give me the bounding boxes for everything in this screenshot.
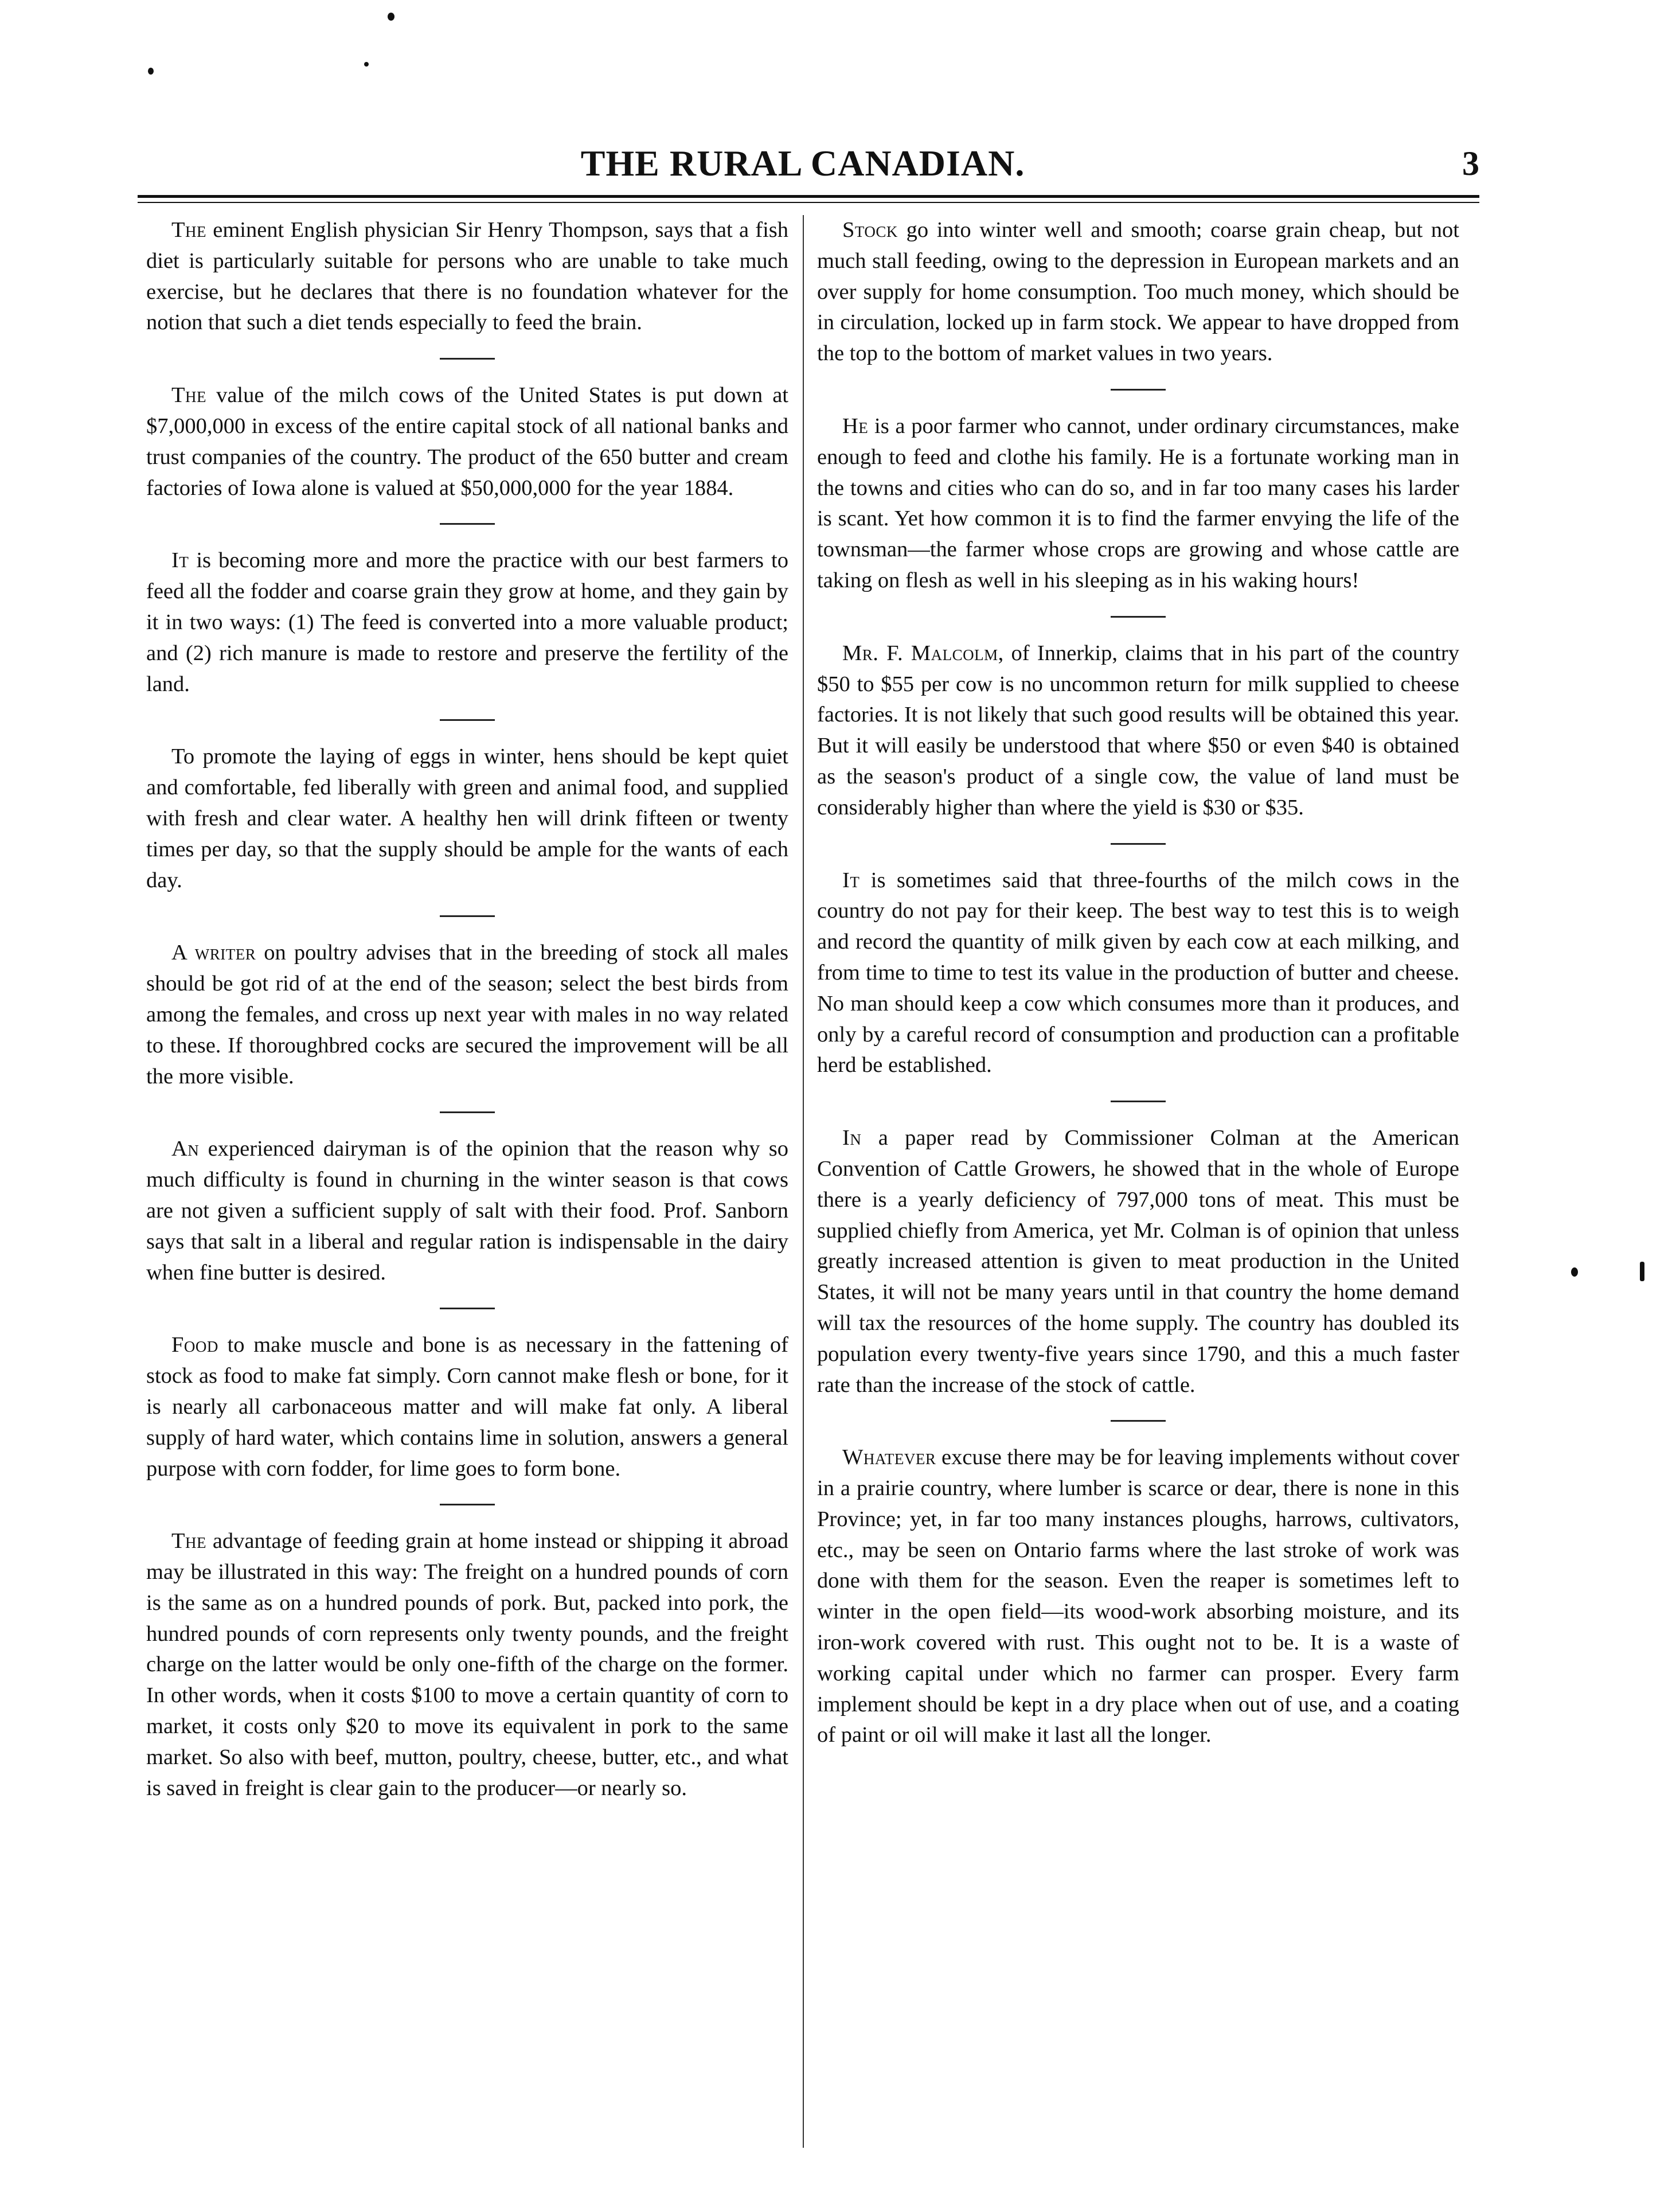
paragraph-text: advantage of feeding grain at home instead or shipping it abroad may be illustrated in this way: The freight on a hundred pounds of corn is the same as on a hundred pounds of pork. But, packed into pork, the hundred pounds of corn represents only twenty pounds, and the freight charge on the latter would be only one-fifth of the charge on the former. In other words, when it costs $100 to move a certain quantity of corn to market, it costs only $20 to move its equivalent in pork to the same market. So also with beef, mutton, poultry, cheese, butter, etc., and what is saved in freight is clear gain to the producer—or nearly so. <box>146 1529 788 1800</box>
paragraph-separator <box>440 358 495 360</box>
paragraph-lead: The <box>171 218 207 242</box>
paragraph-lead: An <box>171 1137 200 1161</box>
paragraph-separator <box>1111 843 1166 845</box>
paragraph-text: eminent English physician Sir Henry Thompson, says that a fish diet is particularly suitable for persons who are unable to take much exercise, but he declares that there is no foundation whatever for the notion that such a diet tends especially to feed the brain. <box>146 218 788 335</box>
article-paragraph <box>146 215 788 338</box>
paragraph-text: experienced dairyman is of the opinion that the reason why so much difficulty is found in churning in the winter season is that cows are not given a sufficient supply of salt with their food. Prof. Sanborn says that salt in a liberal and regular ration is indispensable in the dairy when fine butter is desired. <box>146 1137 788 1285</box>
paragraph-lead: He <box>842 413 869 438</box>
paragraph-lead: It <box>842 868 860 892</box>
paragraph-text: to make muscle and bone is as necessary in the fattening of stock as food to make fat simply. Corn cannot make flesh or bone, for it is nearly all carbonaceous matter and will make fat only. A liberal supply of hard water, which contains lime in solution, answers a general purpose with corn fodder, for lime goes to form bone. <box>146 1333 788 1481</box>
paragraph-lead: A writer <box>171 941 256 965</box>
print-speck <box>364 62 369 67</box>
print-speck <box>388 13 394 21</box>
paragraph-separator <box>440 719 495 721</box>
paragraph-lead: Stock <box>842 218 898 242</box>
masthead: THE RURAL CANADIAN. <box>580 143 1025 184</box>
paragraph-text: excuse there may be for leaving implements without cover in a prairie country, where lumber is scarce or dear, there is none in this Province; yet, in far too many instances ploughs, harrows, cultivators, etc., may be seen on Ontario farms where the last stroke of work was done with them for the season. Even the reaper is sometimes left to winter in the open field—its wood-work absorbing moisture, and its iron-work covered with rust. This ought not to be. It is a waste of working capital under which no farmer can prosper. Every farm implement should be kept in a dry place when out of use, and a coating of paint or oil will make it last all the longer. <box>817 1445 1459 1747</box>
paragraph-separator <box>440 1111 495 1113</box>
article-paragraph <box>146 1526 788 1804</box>
paragraph-separator <box>1111 1101 1166 1102</box>
paragraph-lead: It <box>171 548 189 573</box>
header-rule-thin <box>138 202 1479 203</box>
column-divider <box>803 215 804 2148</box>
paragraph-lead: The <box>171 1529 207 1554</box>
left-column <box>146 215 788 1804</box>
paragraph-text: is becoming more and more the practice with our best farmers to feed all the fodder and coarse grain they grow at home, and they gain by it in two ways: (1) The feed is converted into a more valuable product; and (2) rich manure is made to restore and preserve the fertility of the land. <box>146 548 788 696</box>
article-paragraph <box>817 1442 1459 1751</box>
paragraph-text: go into winter well and smooth; coarse grain cheap, but not much stall feeding, owing to the depression in European markets and an over supply for home consumption. Too much money, which should be in circulation, locked up in farm stock. We appear to have dropped from the top to the bottom of market values in two years. <box>817 218 1459 366</box>
page-number: 3 <box>1462 145 1479 182</box>
paragraph-text: value of the milch cows of the United States is put down at $7,000,000 in excess of the entire capital stock of all national banks and trust companies of the country. The product of the 650 butter and cream factories of Iowa alone is valued at $50,000,000 for the year 1884. <box>146 383 788 500</box>
paragraph-text: is a poor farmer who cannot, under ordinary circumstances, make enough to feed and clothe his family. He is a fortunate working man in the towns and cities who can do so, and in far too many cases his larder is scant. Yet how common it is to find the farmer envying the life of the townsman—the farmer whose crops are growing and whose cattle are taking on flesh as well in his sleeping as in his waking hours! <box>817 413 1459 592</box>
article-paragraph <box>817 638 1459 824</box>
header-rule <box>138 195 1479 198</box>
paragraph-lead: The <box>171 383 207 408</box>
paragraph-text: is sometimes said that three-fourths of the milch cows in the country do not pay for their keep. The best way to test this is to weigh and record the quantity of milk given by each cow at each milking, and from time to time to test its value in the production of butter and cheese. No man should keep a cow which consumes more than it produces, and only by a careful record of consumption and production can a profitable herd be established. <box>817 868 1459 1078</box>
article-paragraph <box>146 545 788 700</box>
print-speck <box>148 68 154 75</box>
paragraph-separator <box>1111 1420 1166 1422</box>
paragraph-text: To promote the laying of eggs in winter, hens should be kept quiet and comfortable, fed liberally with green and animal food, and supplied with fresh and clear water. A healthy hen will drink fifteen or twenty times per day, so that the supply should be ample for the wants of each day. <box>146 744 788 892</box>
article-paragraph <box>146 1134 788 1288</box>
paragraph-separator <box>440 915 495 917</box>
paragraph-lead: Whatever <box>842 1445 936 1470</box>
paragraph-text: a paper read by Commissioner Colman at the American Convention of Cattle Growers, he showed that in the whole of Europe there is a yearly deficiency of 797,000 tons of meat. This must be supplied chiefly from America, yet Mr. Colman is of opinion that unless greatly increased attention is given to meat production in the United States, it will not be many years until in that country the home demand will tax the resources of the home supply. The country has doubled its population every twenty-five years since 1790, and this a much faster rate than the increase of the stock of cattle. <box>817 1126 1459 1397</box>
article-paragraph <box>146 380 788 504</box>
paragraph-text: , of Innerkip, claims that in his part of the country $50 to $55 per cow is no uncommon return for milk supplied to cheese factories. It is not likely that such good results will be obtained this year. But it will easily be understood that where $50 or even $40 is obtained as the season's product of a single cow, the value of land must be considerably higher than where the yield is $30 or $35. <box>817 641 1459 820</box>
article-paragraph <box>817 411 1459 596</box>
paragraph-separator <box>440 1308 495 1309</box>
page-header <box>138 138 1479 189</box>
paragraph-separator <box>440 1504 495 1505</box>
paragraph-lead: Food <box>171 1333 218 1357</box>
article-paragraph <box>817 1123 1459 1400</box>
article-paragraph <box>817 215 1459 369</box>
paragraph-separator <box>1111 616 1166 618</box>
right-column <box>817 215 1459 1751</box>
paragraph-text: on poultry advises that in the breeding of stock all males should be got rid of at the end of the season; select the best birds from among the females, and cross up next year with males in no way related to these. If thoroughbred cocks are secured the improvement will be all the more visible. <box>146 941 788 1089</box>
article-paragraph <box>146 938 788 1092</box>
paragraph-lead: In <box>842 1126 862 1150</box>
print-speck <box>1571 1267 1578 1277</box>
paragraph-separator <box>440 523 495 525</box>
article-paragraph <box>146 742 788 896</box>
article-paragraph <box>817 865 1459 1082</box>
paragraph-lead: Mr. F. Malcolm <box>842 641 998 665</box>
paragraph-separator <box>1111 389 1166 391</box>
article-paragraph <box>146 1330 788 1484</box>
print-speck <box>1640 1262 1644 1281</box>
